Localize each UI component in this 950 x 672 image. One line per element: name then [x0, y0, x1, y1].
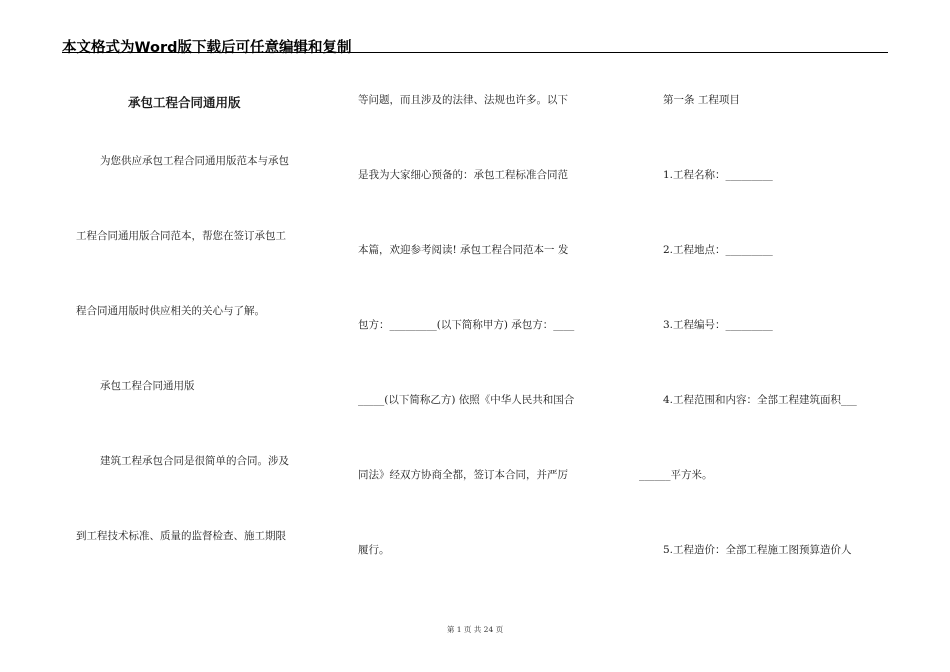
- text-line: 建筑工程承包合同是很简单的合同。涉及: [100, 455, 289, 467]
- text-line: 5.工程造价：全部工程施工图预算造价人: [663, 544, 852, 556]
- text-line: 本篇，欢迎参考阅读! 承包工程合同范本一 发: [358, 244, 569, 256]
- text-line: 承包工程合同通用版: [100, 380, 195, 392]
- text-line: 履行。: [358, 544, 390, 556]
- text-line: 同法》经双方协商全都，签订本合同，并严厉: [358, 469, 568, 481]
- header-text: 本文格式为Word版下载后可任意编辑和复制: [62, 40, 352, 56]
- document-title: 承包工程合同通用版: [128, 95, 241, 110]
- text-line: 3.工程编号：_________: [663, 319, 773, 331]
- text-line: 4.工程范围和内容：全部工程建筑面积___: [663, 394, 857, 406]
- text-line: _____(以下简称乙方) 依照《中华人民共和国合: [358, 394, 575, 406]
- text-line: 是我为大家细心预备的：承包工程标准合同范: [358, 169, 568, 181]
- text-line: 等问题，而且涉及的法律、法规也许多。以下: [358, 94, 568, 106]
- text-line: 工程合同通用版合同范本，帮您在签订承包工: [76, 230, 286, 242]
- text-line: 包方：_________(以下简称甲方) 承包方：____: [358, 319, 575, 331]
- text-line: 为您供应承包工程合同通用版范本与承包: [100, 155, 289, 167]
- text-line: 2.工程地点：_________: [663, 244, 773, 256]
- text-line: 第一条 工程项目: [663, 94, 740, 106]
- page-number: 第 1 页 共 24 页: [446, 625, 504, 634]
- text-line: 1.工程名称：_________: [663, 169, 773, 181]
- text-line: 程合同通用版时供应相关的关心与了解。: [76, 305, 265, 317]
- header-divider: [62, 52, 888, 53]
- text-line: ______平方米。: [639, 469, 713, 481]
- text-line: 到工程技术标准、质量的监督检查、施工期限: [76, 530, 286, 542]
